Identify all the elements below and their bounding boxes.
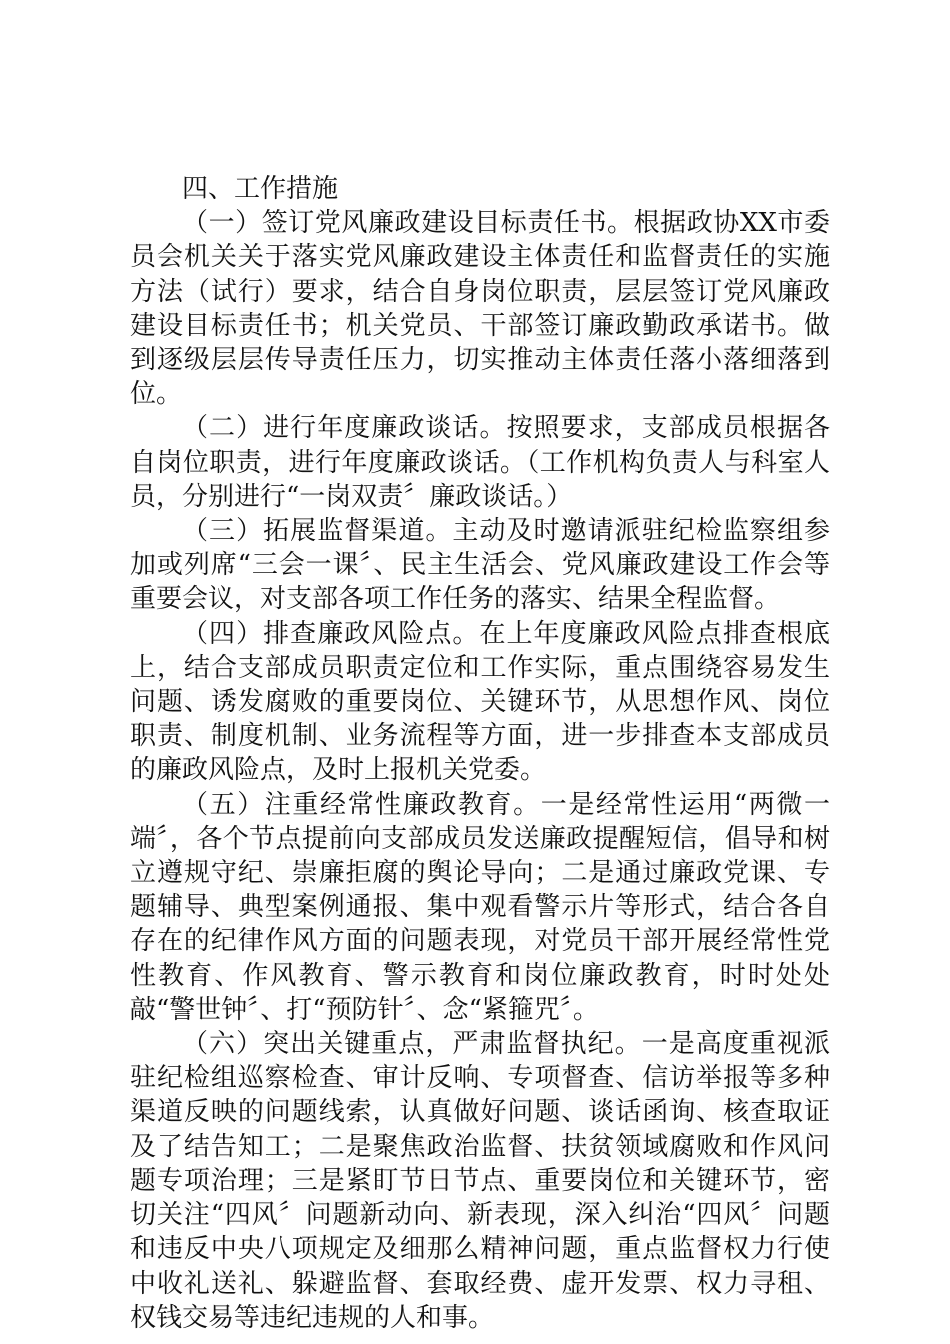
paragraph-2: （二）进行年度廉政谈话。按照要求，支部成员根据各自岗位职责，进行年度廉政谈话。（工作机构负责人与科室人员，分别进行“一岗双责〞廉政谈话。） (130, 413, 830, 512)
paragraph-1: （一）签订党风廉政建设目标责任书。根据政协XX市委员会机关关于落实党风廉政建设主体责任和监督责任的实施方法（试行）要求，结合自身岗位职责，层层签订党风廉政建设目标责任书；机关党员、干部签订廉政勤政承诺书。做到逐级层层传导责任压力，切实推动主体责任落小落细落到位。 (130, 208, 830, 410)
section-heading: 四、工作措施 (182, 174, 339, 204)
paragraph-6: （六）突出关键重点，严肃监督执纪。一是高度重视派驻纪检组巡察检查、审计反响、专项督查、信访举报等多种渠道反映的问题线索，认真做好问题、谈话函询、核查取证及了结告知工；二是聚焦政治监督、扶贫领域腐败和作风问题专项治理；三是紧盯节日节点、重要岗位和关键环节，密切关注“四风〞问题新动向、新表现，深入纠治“四风〞问题和违反中央八项规定及细那么精神问题，重点监督权力行使中收礼送礼、躲避监督、套取经费、虚开发票、权力寻租、权钱交易等违纪违规的人和事。 (130, 1029, 830, 1333)
paragraph-3: （三）拓展监督渠道。主动及时邀请派驻纪检监察组参加或列席“三会一课〞、民主生活会、党风廉政建设工作会等重要会议，对支部各项工作任务的落实、结果全程监督。 (130, 516, 830, 615)
paragraph-5: （五）注重经常性廉政教育。一是经常性运用“两微一端〞，各个节点提前向支部成员发送廉政提醒短信，倡导和树立遵规守纪、崇廉拒腐的舆论导向；二是通过廉政党课、专题辅导、典型案例通报、集中观看警示片等形式，结合各自存在的纪律作风方面的问题表现，对党员干部开展经常性党性教育、作风教育、警示教育和岗位廉政教育，时时处处敲“警世钟〞、打“预防针〞、念“紧箍咒〞。 (130, 789, 830, 1025)
paragraph-4: （四）排查廉政风险点。在上年度廉政风险点排查根底上，结合支部成员职责定位和工作实际，重点围绕容易发生问题、诱发腐败的重要岗位、关键环节，从思想作风、岗位职责、制度机制、业务流程等方面，进一步排查本支部成员的廉政风险点，及时上报机关党委。 (130, 618, 830, 786)
document-body (130, 172, 830, 1335)
